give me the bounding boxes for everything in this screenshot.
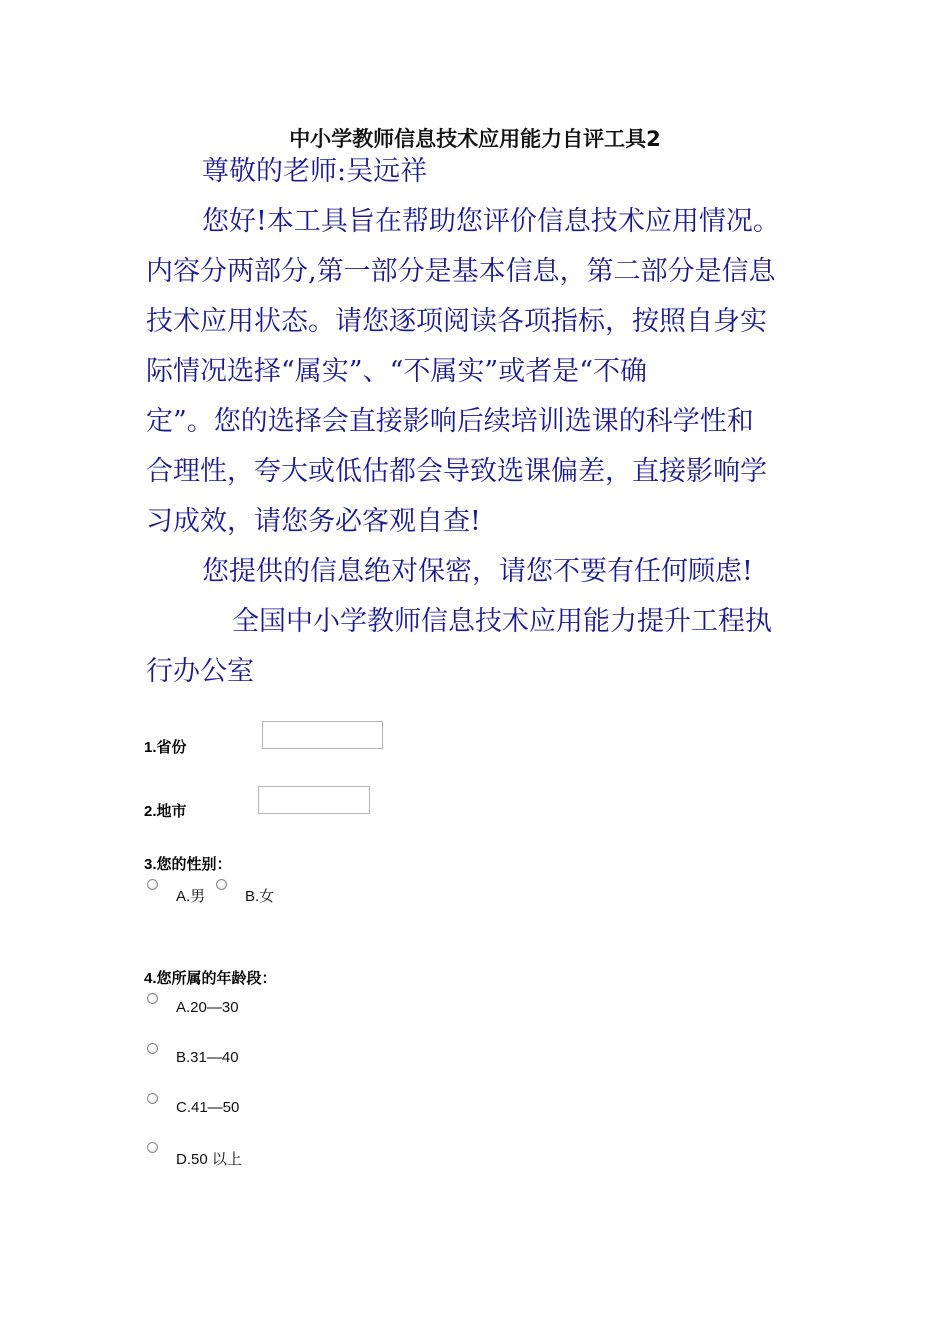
province-label: 1.省份	[144, 739, 187, 756]
age-option-b-radio[interactable]	[147, 1043, 158, 1054]
signature-line-2: 行办公室	[146, 656, 254, 687]
gender-male-radio[interactable]	[147, 879, 158, 890]
age-option-a-radio[interactable]	[147, 993, 158, 1004]
intro-line-2: 内容分两部分,第一部分是基本信息，第二部分是信息	[146, 256, 776, 287]
intro-line-7: 习成效，请您务必客观自查!	[146, 506, 481, 537]
greeting: 尊敬的老师:吴远祥	[202, 156, 428, 187]
gender-male-label: A.男	[176, 888, 206, 905]
intro-line-3: 技术应用状态。请您逐项阅读各项指标，按照自身实	[146, 306, 767, 337]
age-option-d-label: D.50 以上	[176, 1151, 242, 1168]
city-input[interactable]	[258, 786, 370, 814]
province-input[interactable]	[262, 721, 383, 749]
gender-female-label: B.女	[245, 888, 275, 905]
age-option-d-radio[interactable]	[147, 1142, 158, 1153]
document-title: 中小学教师信息技术应用能力自评工具2	[289, 127, 661, 151]
city-label: 2.地市	[144, 803, 187, 820]
intro-line-6: 合理性，夸大或低估都会导致选课偏差，直接影响学	[146, 456, 767, 487]
age-option-a-label: A.20—30	[176, 999, 239, 1016]
age-question-label: 4.您所属的年龄段：	[144, 970, 277, 987]
age-option-b-label: B.31—40	[176, 1049, 239, 1066]
age-option-c-label: C.41—50	[176, 1099, 240, 1116]
age-option-c-radio[interactable]	[147, 1093, 158, 1104]
intro-line-5: 定”。您的选择会直接影响后续培训选课的科学性和	[146, 406, 754, 437]
signature-line-1: 全国中小学教师信息技术应用能力提升工程执	[232, 606, 772, 637]
gender-female-radio[interactable]	[216, 879, 227, 890]
gender-question-label: 3.您的性别：	[144, 856, 232, 873]
intro-line-4: 际情况选择“属实”、“不属实”或者是“不确	[146, 356, 648, 387]
privacy-note: 您提供的信息绝对保密，请您不要有任何顾虑!	[202, 556, 753, 587]
intro-line-1: 您好!本工具旨在帮助您评价信息技术应用情况。	[202, 206, 780, 237]
